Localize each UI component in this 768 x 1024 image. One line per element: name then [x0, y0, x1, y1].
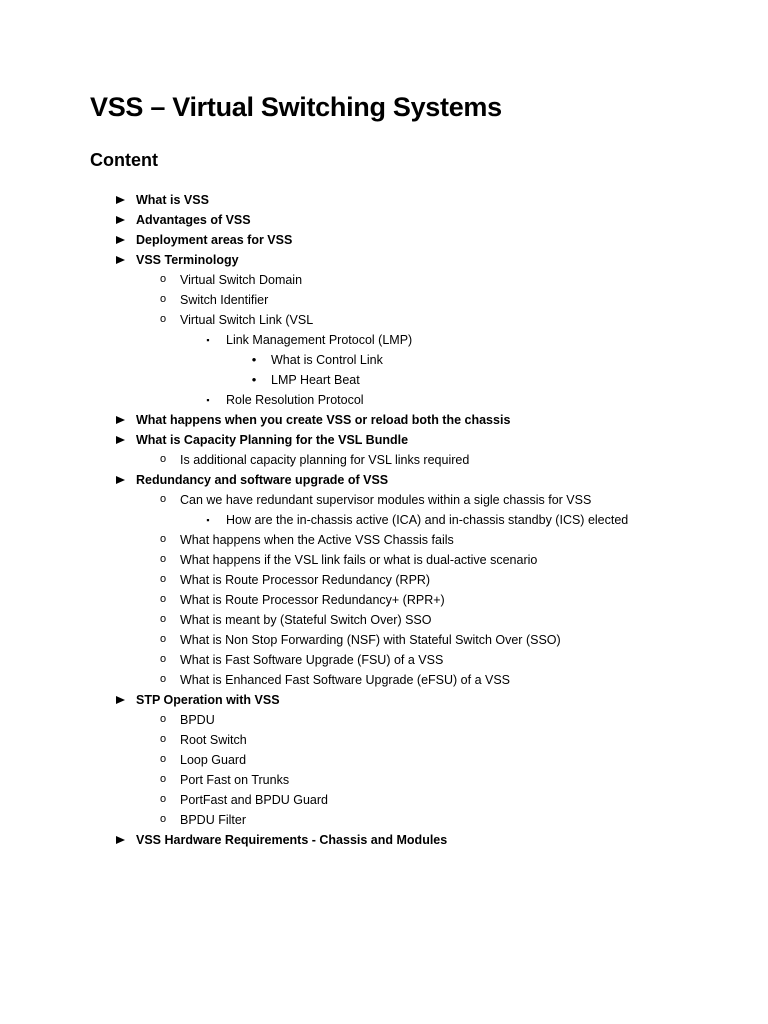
- circle-bullet-icon: o: [159, 733, 167, 745]
- outline-item: [0, 190, 768, 210]
- circle-bullet-icon: o: [159, 553, 167, 565]
- outline-item-text: Port Fast on Trunks: [180, 773, 290, 787]
- square-bullet-icon: ▪: [206, 515, 210, 525]
- outline-item-text: What is Route Processor Redundancy (RPR): [180, 573, 431, 587]
- arrow-bullet-icon: [116, 416, 125, 424]
- outline-item-text: Role Resolution Protocol: [226, 393, 364, 407]
- outline-item-text: Switch Identifier: [180, 293, 269, 307]
- outline-item-text: Redundancy and software upgrade of VSS: [136, 473, 389, 487]
- circle-bullet-icon: o: [159, 573, 167, 585]
- outline-item: [0, 670, 768, 690]
- outline-item: [0, 710, 768, 730]
- outline-item-text: Is additional capacity planning for VSL links required: [180, 453, 470, 467]
- circle-bullet-icon: o: [159, 633, 167, 645]
- outline-item: [0, 410, 768, 430]
- outline-item-text: What is meant by (Stateful Switch Over) SSO: [180, 613, 432, 627]
- outline-item-text: LMP Heart Beat: [271, 373, 360, 387]
- outline-item: [0, 630, 768, 650]
- arrow-bullet-icon: [113, 430, 127, 450]
- outline-item: [0, 310, 768, 330]
- arrow-bullet-icon: [113, 250, 127, 270]
- circle-bullet-icon: o: [159, 713, 167, 725]
- outline-item: [0, 730, 768, 750]
- section-heading: Content: [90, 150, 158, 170]
- square-bullet-icon: ▪: [206, 395, 210, 405]
- circle-bullet-icon: o: [159, 453, 167, 465]
- outline-item-text: Loop Guard: [180, 753, 247, 767]
- arrow-bullet-icon: [116, 436, 125, 444]
- arrow-bullet-icon: [116, 196, 125, 204]
- outline-item: [0, 590, 768, 610]
- dot-bullet-icon: •: [251, 372, 257, 387]
- outline-item-text: Root Switch: [180, 733, 247, 747]
- outline-item: [0, 690, 768, 710]
- square-bullet-icon: ▪: [206, 335, 210, 345]
- arrow-bullet-icon: [113, 690, 127, 710]
- outline-item-text: How are the in-chassis active (ICA) and in-chassis standby (ICS) elected: [226, 513, 629, 527]
- outline-item: [0, 370, 768, 390]
- outline-item-text: What is Enhanced Fast Software Upgrade (eFSU) of a VSS: [180, 673, 511, 687]
- outline-item: [0, 250, 768, 270]
- outline-item: [0, 770, 768, 790]
- arrow-bullet-icon: [116, 836, 125, 844]
- arrow-bullet-icon: [116, 476, 125, 484]
- outline-item: [0, 230, 768, 250]
- outline-item-text: Can we have redundant supervisor modules within a sigle chassis for VSS: [180, 493, 592, 507]
- arrow-bullet-icon: [116, 216, 125, 224]
- arrow-bullet-icon: [113, 410, 127, 430]
- arrow-bullet-icon: [113, 230, 127, 250]
- outline-item-text: BPDU: [180, 713, 215, 727]
- outline-item: [0, 650, 768, 670]
- circle-bullet-icon: o: [159, 673, 167, 685]
- circle-bullet-icon: o: [159, 293, 167, 305]
- outline-item-text: Virtual Switch Domain: [180, 273, 303, 287]
- outline-item-text: What happens when you create VSS or reload both the chassis: [136, 413, 511, 427]
- outline-item-text: Virtual Switch Link (VSL: [180, 313, 314, 327]
- arrow-bullet-icon: [116, 236, 125, 244]
- outline-item-text: What happens when the Active VSS Chassis fails: [180, 533, 454, 547]
- circle-bullet-icon: o: [159, 613, 167, 625]
- outline-item: [0, 430, 768, 450]
- arrow-bullet-icon: [116, 696, 125, 704]
- outline-item-text: Advantages of VSS: [136, 213, 251, 227]
- outline-item: [0, 390, 768, 410]
- circle-bullet-icon: o: [159, 753, 167, 765]
- outline-item-text: What is VSS: [136, 193, 209, 207]
- circle-bullet-icon: o: [159, 493, 167, 505]
- circle-bullet-icon: o: [159, 793, 167, 805]
- content-outline: [0, 190, 768, 850]
- outline-item-text: What is Capacity Planning for the VSL Bundle: [136, 433, 409, 447]
- outline-item-text: What is Control Link: [271, 353, 383, 367]
- arrow-bullet-icon: [113, 190, 127, 210]
- arrow-bullet-icon: [113, 470, 127, 490]
- arrow-bullet-icon: [113, 830, 127, 850]
- outline-item: [0, 530, 768, 550]
- outline-item: [0, 610, 768, 630]
- outline-item: [0, 270, 768, 290]
- outline-item: [0, 550, 768, 570]
- circle-bullet-icon: o: [159, 313, 167, 325]
- outline-item-text: Link Management Protocol (LMP): [226, 333, 413, 347]
- arrow-bullet-icon: [116, 256, 125, 264]
- circle-bullet-icon: o: [159, 773, 167, 785]
- dot-bullet-icon: •: [251, 352, 257, 367]
- outline-item-text: STP Operation with VSS: [136, 693, 280, 707]
- outline-item: [0, 450, 768, 470]
- outline-item-text: Deployment areas for VSS: [136, 233, 293, 247]
- outline-item-text: What is Fast Software Upgrade (FSU) of a VSS: [180, 653, 444, 667]
- outline-item: [0, 750, 768, 770]
- outline-item: [0, 510, 768, 530]
- circle-bullet-icon: o: [159, 533, 167, 545]
- outline-item: [0, 830, 768, 850]
- outline-item: [0, 790, 768, 810]
- outline-item: [0, 210, 768, 230]
- outline-item: [0, 810, 768, 830]
- outline-item: [0, 290, 768, 310]
- outline-item-text: What is Route Processor Redundancy+ (RPR+): [180, 593, 445, 607]
- outline-item-text: BPDU Filter: [180, 813, 246, 827]
- circle-bullet-icon: o: [159, 593, 167, 605]
- outline-item: [0, 330, 768, 350]
- outline-item-text: What is Non Stop Forwarding (NSF) with Stateful Switch Over (SSO): [180, 633, 561, 647]
- outline-item-text: What happens if the VSL link fails or what is dual-active scenario: [180, 553, 538, 567]
- outline-item-text: VSS Hardware Requirements - Chassis and Modules: [136, 833, 448, 847]
- outline-item: [0, 570, 768, 590]
- outline-item: [0, 350, 768, 370]
- document-title: VSS – Virtual Switching Systems: [90, 92, 502, 122]
- outline-item: [0, 470, 768, 490]
- outline-item: [0, 490, 768, 510]
- outline-item-text: PortFast and BPDU Guard: [180, 793, 328, 807]
- outline-item-text: VSS Terminology: [136, 253, 239, 267]
- circle-bullet-icon: o: [159, 813, 167, 825]
- arrow-bullet-icon: [113, 210, 127, 230]
- circle-bullet-icon: o: [159, 653, 167, 665]
- circle-bullet-icon: o: [159, 273, 167, 285]
